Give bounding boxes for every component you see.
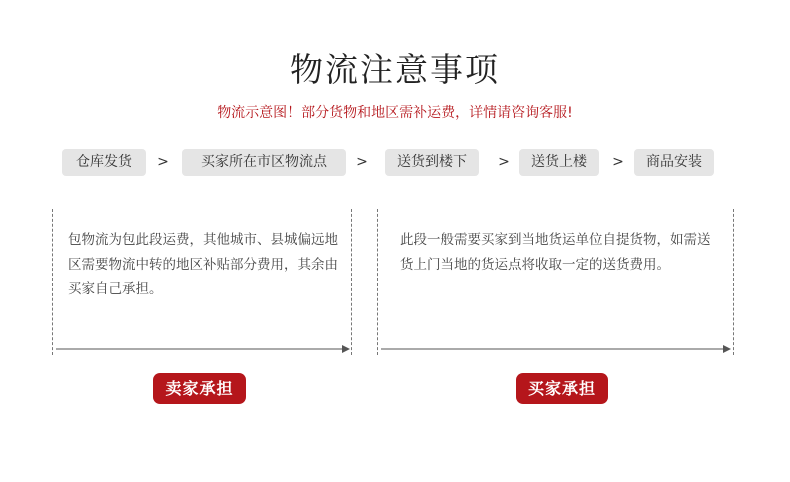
step-separator: >: [356, 154, 368, 170]
segment-right-boundary: [733, 209, 734, 355]
right-arrow-icon: [381, 342, 731, 356]
step-deliver-downstairs: 送货到楼下: [385, 149, 479, 176]
page-title: 物流注意事项: [290, 50, 500, 89]
buyer-pays-badge: 买家承担: [516, 373, 608, 404]
right-arrow-icon: [56, 342, 350, 356]
segment-left-boundary: [351, 209, 352, 355]
step-separator: >: [157, 154, 169, 170]
seller-pays-badge: 卖家承担: [153, 373, 246, 404]
step-installation: 商品安装: [634, 149, 714, 176]
step-separator: >: [612, 154, 624, 170]
segment-right-boundary: [377, 209, 378, 355]
segment-description: 包物流为包此段运费，其他城市、县城偏远地区需要物流中转的地区补贴部分费用，其余由买家自己承担。: [68, 232, 338, 297]
step-city-logistics-point: 买家所在市区物流点: [182, 149, 346, 176]
step-separator: >: [498, 154, 510, 170]
segment-description: 此段一般需要买家到当地货运单位自提货物，如需送货上门当地的货运点将收取一定的送货费用。: [400, 232, 711, 273]
step-deliver-upstairs: 送货上楼: [519, 149, 599, 176]
step-warehouse-shipping: 仓库发货: [62, 149, 146, 176]
page-subtitle: 物流示意图！部分货物和地区需补运费，详情请咨询客服!: [217, 105, 573, 121]
segment-left-boundary: [52, 209, 53, 355]
